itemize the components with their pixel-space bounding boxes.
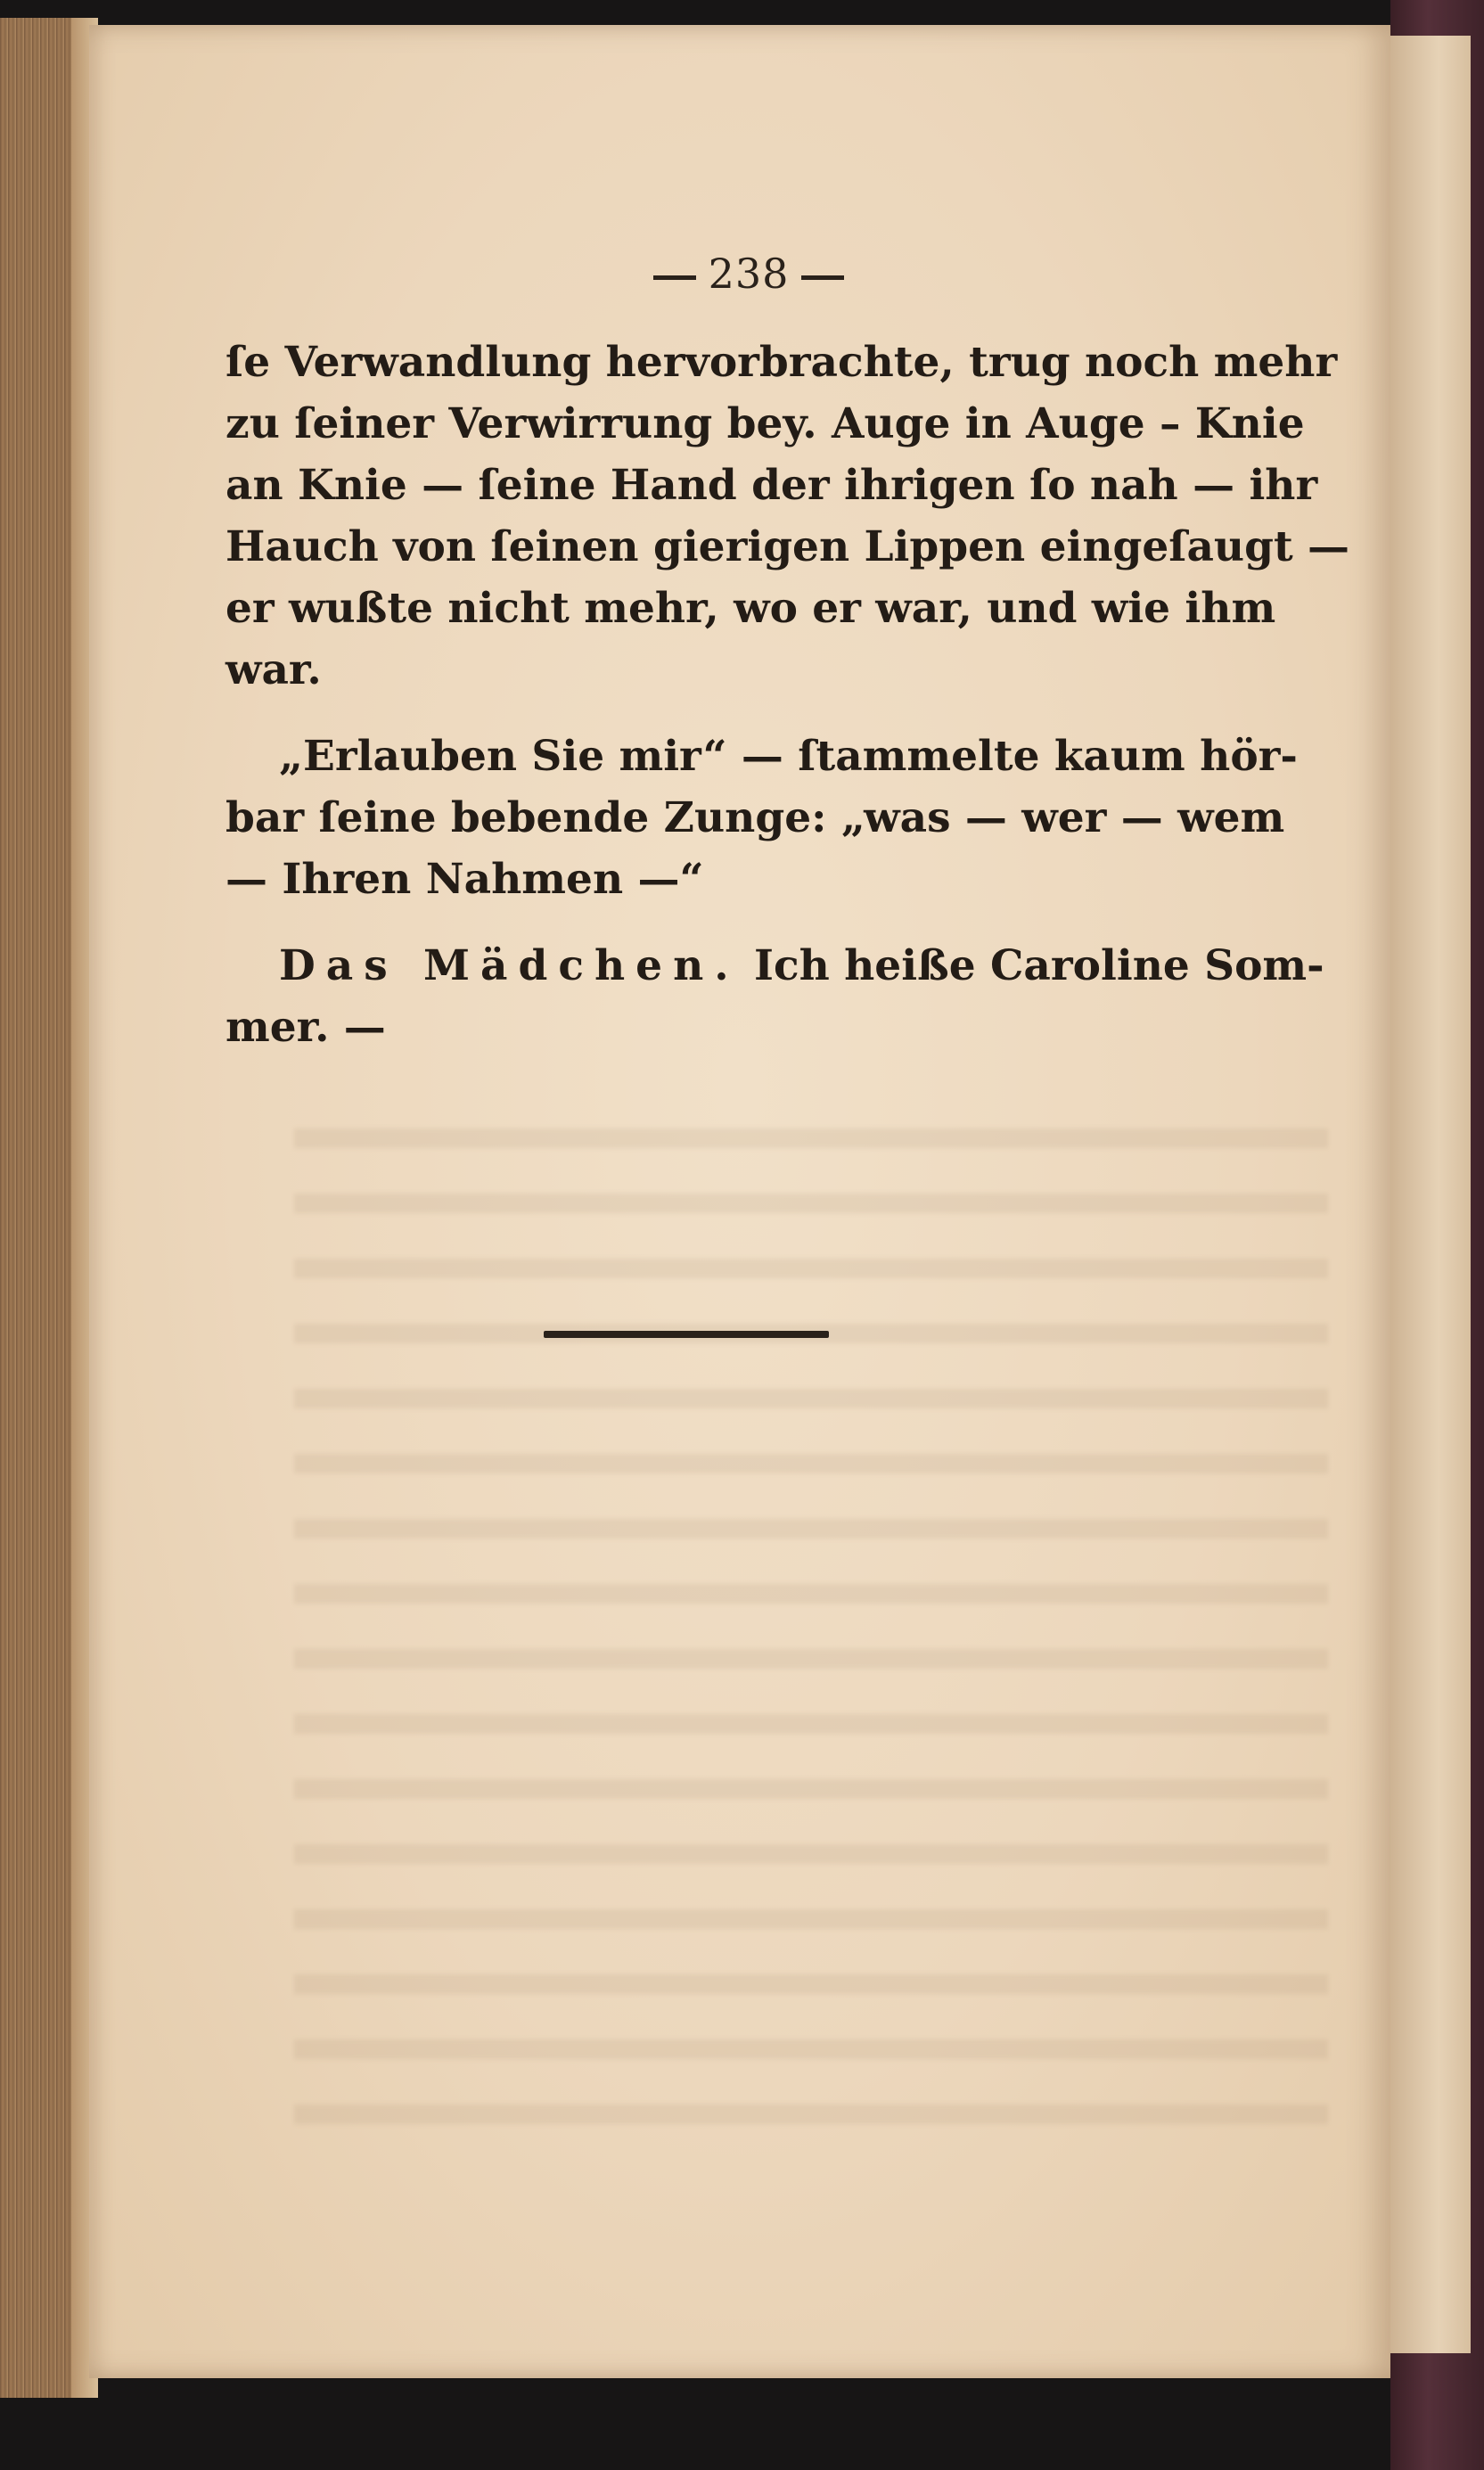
page-number: 238 xyxy=(708,250,790,298)
page-stack-edge xyxy=(0,18,73,2398)
paragraph-2 xyxy=(225,726,1298,910)
text-line: er wußte nicht mehr, wo er war, und wie ihm xyxy=(225,584,1276,633)
paragraph-3 xyxy=(225,935,1324,1058)
header-dash-left xyxy=(653,275,696,280)
page-header xyxy=(615,250,882,298)
text-line: — Ihren Nahmen —“ xyxy=(225,855,704,904)
header-dash-right xyxy=(801,275,844,280)
speaker-label: Das Mädchen. xyxy=(279,941,740,990)
facing-page-edge xyxy=(1390,36,1471,2353)
speaker-line: Ich heiße Caroline Som- xyxy=(753,941,1324,990)
paragraph-1 xyxy=(225,332,1350,701)
text-line: „Erlauben Sie mir“ — ſtammelte kaum hör- xyxy=(279,732,1298,781)
text-line: bar ſeine bebende Zunge: „was — wer — wem xyxy=(225,793,1285,842)
reverse-side-bleed-through xyxy=(294,1095,1328,2164)
text-line: ſe Verwandlung hervorbrachte, trug noch mehr xyxy=(225,338,1338,387)
text-line: zu ſeiner Verwirrung bey. Auge in Auge – Knie xyxy=(225,399,1305,448)
body-text xyxy=(225,332,1350,1058)
text-line: mer. — xyxy=(225,1003,386,1052)
text-line: Hauch von ſeinen gierigen Lippen eingeſaugt — xyxy=(225,522,1350,571)
text-line: an Knie — ſeine Hand der ihrigen ſo nah — ihr xyxy=(225,461,1318,510)
text-line xyxy=(225,935,1324,997)
text-line: war. xyxy=(225,645,322,694)
section-divider-rule xyxy=(544,1331,829,1338)
